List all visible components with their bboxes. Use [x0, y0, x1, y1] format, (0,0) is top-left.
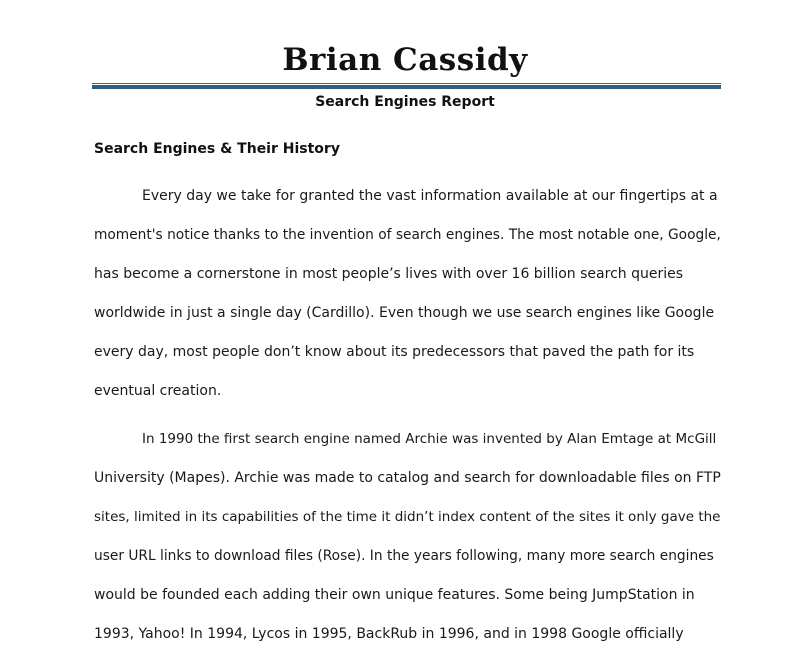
paragraph-line: every day, most people don’t know about its predecessors that paved the path for its [94, 344, 695, 360]
section-heading: Search Engines & Their History [94, 141, 340, 157]
paragraph-line: In 1990 the first search engine named Archie was invented by Alan Emtage at McGill [142, 431, 717, 447]
paragraph-line: would be founded each adding their own unique features. Some being JumpStation in [94, 587, 695, 603]
paragraph-line: worldwide in just a single day (Cardillo). Even though we use search engines like Google [94, 305, 715, 321]
paragraph-line: moment's notice thanks to the invention of search engines. The most notable one, Google, [94, 227, 721, 243]
paragraph-line: Every day we take for granted the vast information available at our fingertips at a [142, 188, 718, 204]
paragraph-line: University (Mapes). Archie was made to catalog and search for downloadable files on FTP [94, 470, 721, 486]
paragraph-line: has become a cornerstone in most people’s lives with over 16 billion search queries [94, 266, 684, 282]
author-name: Brian Cassidy [282, 42, 528, 78]
paragraph-line: eventual creation. [94, 383, 222, 399]
paragraph-line: user URL links to download files (Rose). In the years following, many more search engines [94, 548, 714, 564]
header-rule-thick [92, 85, 721, 89]
paragraph-line: 1993, Yahoo! In 1994, Lycos in 1995, BackRub in 1996, and in 1998 Google officially [94, 626, 684, 642]
paragraph-line: sites, limited in its capabilities of the time it didn’t index content of the sites it only gave the [94, 509, 721, 525]
report-title: Search Engines Report [315, 94, 495, 110]
header-rule-thin [92, 83, 721, 84]
